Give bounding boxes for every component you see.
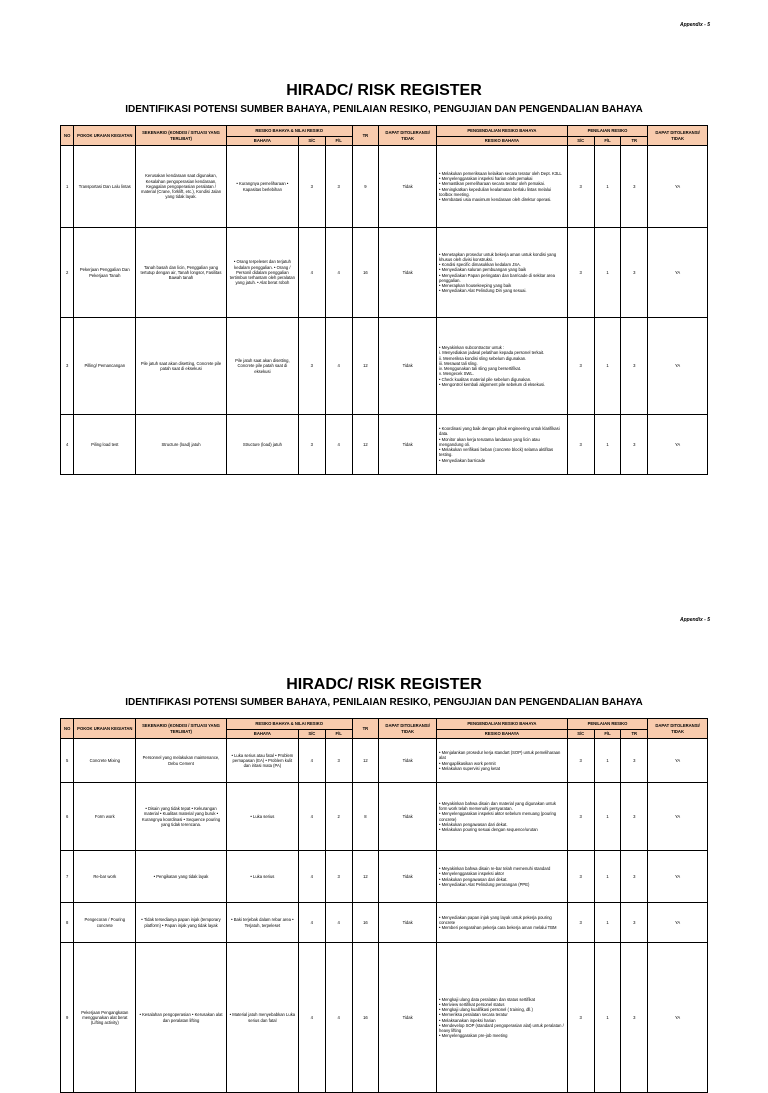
row-ditoleransi-2: YA	[648, 903, 708, 943]
row-bahaya: Structure (load) jatuh	[226, 415, 298, 475]
pengendalian-item: • Mengkaji ulang kualifikasi personel ( training, dll.)	[438, 1007, 533, 1012]
row-ditoleransi-2: YA	[648, 783, 708, 851]
row-sc: 4	[298, 228, 325, 318]
row-sc: 4	[298, 943, 325, 1093]
pengendalian-item: • Melakukan supervisi yang ketat	[438, 765, 501, 771]
row-no: 1	[61, 146, 74, 228]
pengendalian-item: • Kondisi specific dimasukkan kedalam JSA.	[438, 262, 521, 267]
header-penilaian-group: PENILAIAN RESIKO	[567, 719, 647, 730]
pengendalian-item: • Menyediakan Alat Pelindung Diri yang sesuai.	[438, 288, 527, 294]
row-tr-2: 3	[621, 943, 648, 1093]
header-pengendalian-group: PENGENDALIAN RESIKO BAHAYA	[436, 126, 567, 137]
header-fl: F/L	[325, 137, 352, 146]
row-sc: 3	[298, 146, 325, 228]
row-skenario: • Pengikatan yang tidak layak	[136, 851, 227, 903]
row-fl: 2	[325, 783, 352, 851]
row-no: 5	[61, 739, 74, 783]
row-tr: 12	[352, 739, 379, 783]
pengendalian-item: • Memastikan pemeliharaan secara teratur oleh pemakai.	[438, 181, 545, 187]
row-ditoleransi: Tidak	[379, 783, 437, 851]
row-ditoleransi-2: YA	[648, 318, 708, 415]
row-fl-2: 1	[594, 851, 621, 903]
row-bahaya: • Luka serius atau fatal • Problem pernapasan (EA) • Problem kulit dan iritasi mata (PA)	[226, 739, 298, 783]
page-subtitle-2: IDENTIFIKASI POTENSI SUMBER BAHAYA, PENILAIAN RESIKO, PENGUJIAN DAN PENGENDALIAN BAHAYA	[125, 697, 643, 708]
row-sc-2: 3	[567, 146, 594, 228]
row-fl-2: 1	[594, 943, 621, 1093]
row-skenario: • Disain yang tidak tepat • Kekurangan material • Kualitas material yang buruk • Kurangnya koordinasi • Sequence pouring yang tidak terencana.	[136, 783, 227, 851]
pengendalian-item: • Menyediakan Papan peringatan dan barricade di sekitar area penggalian.	[438, 272, 555, 283]
pengendalian-item: • Menerapkan housekeeping yang baik	[438, 283, 512, 288]
row-fl-2: 1	[594, 318, 621, 415]
row-skenario: Structure (load) jatuh	[136, 415, 227, 475]
header-ditoleransi-2: DAPAT DITOLERANSI/ TIDAK	[648, 719, 708, 739]
risk-register-table-2	[60, 718, 708, 1093]
row-pokok: Pekerjaan Penggalian Dan Pekerjaan Tanah	[74, 228, 136, 318]
pengendalian-item: • Menyediakan Alat Pelindung perorangan (PPE)	[438, 881, 530, 887]
row-sc-2: 3	[567, 903, 594, 943]
header-sc-2: S/C	[567, 137, 594, 146]
page-subtitle: IDENTIFIKASI POTENSI SUMBER BAHAYA, PENILAIAN RESIKO, PENGUJIAN DAN PENGENDALIAN BAHAYA	[125, 104, 643, 115]
row-ditoleransi: Tidak	[379, 943, 437, 1093]
row-fl: 3	[325, 146, 352, 228]
table-row	[61, 228, 708, 318]
header-resiko-group: RESIKO BAHAYA & NILAI RESIKO	[226, 126, 352, 137]
row-pengendalian	[436, 903, 567, 943]
row-sc: 3	[298, 415, 325, 475]
row-sc: 3	[298, 318, 325, 415]
row-sc: 4	[298, 783, 325, 851]
pengendalian-item: • Menyelenggarakan inspeksi aktor sebelum menuang (pouring concrete)	[438, 811, 557, 822]
row-ditoleransi: Tidak	[379, 739, 437, 783]
row-fl: 3	[325, 851, 352, 903]
pengendalian-item: iv. Menggunakan tali sling yang bersertifikat.	[438, 366, 522, 371]
row-pokok: Transportasi Dan Lalu lintas	[74, 146, 136, 228]
header-pokok: POKOK URAIAN KEGIATAN	[74, 126, 136, 146]
page-title-2: HIRADC/ RISK REGISTER	[286, 676, 482, 693]
header-no: NO	[61, 719, 74, 739]
table-row	[61, 318, 708, 415]
pengendalian-item: • Memberi pengarahan pekerja cara bekerja aman melalui TBM	[438, 925, 557, 931]
row-skenario: Personnel yang melakukan maintenance, Debu Cement	[136, 739, 227, 783]
header-tr: TR	[352, 719, 379, 739]
table-row	[61, 943, 708, 1093]
row-sc-2: 3	[567, 739, 594, 783]
header-bahaya: BAHAYA	[226, 730, 298, 739]
row-sc: 4	[298, 851, 325, 903]
row-fl: 4	[325, 903, 352, 943]
row-tr-2: 3	[621, 415, 648, 475]
row-sc-2: 3	[567, 228, 594, 318]
row-tr-2: 3	[621, 146, 648, 228]
row-bahaya: • Luka serius	[226, 851, 298, 903]
page-title: HIRADC/ RISK REGISTER	[286, 82, 482, 99]
header-ditoleransi: DAPAT DITOLERANSI/ TIDAK	[379, 126, 437, 146]
header-sc: S/C	[298, 730, 325, 739]
row-skenario: • Tidak tersedianya papan injak (temporary platform) • Papan injak yang tidak layak	[136, 903, 227, 943]
row-fl-2: 1	[594, 415, 621, 475]
row-no: 7	[61, 851, 74, 903]
row-tr-2: 3	[621, 851, 648, 903]
row-no: 4	[61, 415, 74, 475]
row-sc-2: 3	[567, 415, 594, 475]
pengendalian-item: • Melakukan pemeriksaan kelaikan secara teratur oleh Dept. K3LL	[438, 170, 562, 176]
row-pengendalian	[436, 851, 567, 903]
row-ditoleransi-2: YA	[648, 739, 708, 783]
appendix-label: Appendix - 5	[679, 22, 710, 28]
row-tr: 16	[352, 228, 379, 318]
row-skenario: • Kesalahan pengoperasian • Kerusakan alat dan peralatan lifting	[136, 943, 227, 1093]
header-resiko-bahaya: RESIKO BAHAYA	[436, 137, 567, 146]
header-skenario: SEKENARIO (KONDISI / SITUASI YANG TERLIBAT)	[136, 719, 227, 739]
row-ditoleransi-2: YA	[648, 146, 708, 228]
pengendalian-item: v. Mengecek SWL.	[438, 371, 474, 377]
row-sc-2: 3	[567, 783, 594, 851]
row-sc-2: 3	[567, 943, 594, 1093]
pengendalian-item: • Menyelenggarakan pre-job meeting	[438, 1033, 508, 1039]
header-fl-2: F/L	[594, 730, 621, 739]
pengendalian-item: • Menjalankan prosedur kerja standart (SOP) untuk pemeliharaan alat	[438, 750, 561, 761]
row-no: 9	[61, 943, 74, 1093]
pengendalian-item: • Melakukan verifikasi beban (concrete block) selama aktifitas testing.	[438, 447, 554, 458]
row-bahaya: • Luka serius	[226, 783, 298, 851]
pengendalian-item: • Melakukan pengawasan dari dekat.	[438, 876, 508, 882]
pengendalian-item: • Menyediakan papan injak yang layak untuk pekerja pouring concrete	[438, 914, 552, 925]
row-ditoleransi-2: YA	[648, 415, 708, 475]
row-ditoleransi-2: YA	[648, 228, 708, 318]
row-skenario: Kerusakan kendaraan saat digunakan, Kesalahan pengoperasian kendaraan, Kegagalan pengoperasian peralatan / material (Crane, forklift, etc.), Kondisi Jalan yang tidak layak.	[136, 146, 227, 228]
header-resiko-group: RESIKO BAHAYA & NILAI RESIKO	[226, 719, 352, 730]
pengendalian-item: • Menyelenggarakan inspeksi aktor	[438, 871, 504, 877]
row-fl-2: 1	[594, 783, 621, 851]
risk-register-table-1	[60, 125, 708, 475]
row-pengendalian	[436, 943, 567, 1093]
header-fl: F/L	[325, 730, 352, 739]
row-bahaya: • Orang terpeleset dan terjatuh kedalam penggalian. • Orang / Personil didalam penggalian tertimbun terhantam oleh peralatan yang jatuh. • Alat berat roboh	[226, 228, 298, 318]
pengendalian-item: • Menyediakan saluran pembuangan yang baik	[438, 267, 527, 273]
row-bahaya: Pile jatuh saat akan disetting, Concrete pile patah saat di eksekusi	[226, 318, 298, 415]
row-pengendalian	[436, 783, 567, 851]
pengendalian-item: • Melakukan pouring sesuai dengan sequence/urutan	[438, 827, 538, 832]
table-row	[61, 146, 708, 228]
row-pokok: Concrete Mixing	[74, 739, 136, 783]
row-tr-2: 3	[621, 318, 648, 415]
row-fl: 3	[325, 739, 352, 783]
pengendalian-item: • Melakukan pengawasan dari dekat.	[438, 821, 508, 827]
row-sc: 4	[298, 903, 325, 943]
row-ditoleransi: Tidak	[379, 851, 437, 903]
row-fl-2: 1	[594, 903, 621, 943]
row-tr-2: 3	[621, 739, 648, 783]
row-no: 8	[61, 903, 74, 943]
row-skenario: Tanah basah dan licin, Penggalian yang tertutup dengan air, Tanah longsor, Fasilitas Bawah tanah	[136, 228, 227, 318]
row-no: 2	[61, 228, 74, 318]
row-bahaya: • Kurangnya pemeliharaan • Kapasitas berlebihan	[226, 146, 298, 228]
row-no: 6	[61, 783, 74, 851]
row-tr: 9	[352, 146, 379, 228]
row-ditoleransi: Tidak	[379, 228, 437, 318]
row-sc: 4	[298, 739, 325, 783]
header-tr-2: TR	[621, 730, 648, 739]
table-row	[61, 415, 708, 475]
pengendalian-item: i. Menyediakan jadwal pelatihan kepada personel terkait.	[438, 350, 545, 356]
pengendalian-item: • Mendevelop SOP (standard pengoperasian alat) untuk peralatan / heavy lifting	[438, 1022, 564, 1033]
header-tr: TR	[352, 126, 379, 146]
table-row	[61, 783, 708, 851]
pengendalian-item: • Membatasi usia maximum kendaraan oleh direktur operasi.	[438, 197, 552, 202]
row-tr: 16	[352, 903, 379, 943]
row-no: 3	[61, 318, 74, 415]
row-sc-2: 3	[567, 318, 594, 415]
row-fl-2: 1	[594, 146, 621, 228]
row-pokok: Re-bar work	[74, 851, 136, 903]
header-resiko-bahaya: RESIKO BAHAYA	[436, 730, 567, 739]
row-tr: 12	[352, 851, 379, 903]
row-ditoleransi-2: YA	[648, 851, 708, 903]
pengendalian-item: ii. Memeriksa kondisi sling sebelum digunakan.	[438, 355, 527, 361]
row-ditoleransi: Tidak	[379, 903, 437, 943]
pengendalian-item: • Mengontrol kembali alignment pile sebelum di eksekusi.	[438, 381, 546, 387]
row-pokok: Pengecoran / Pouring concrete	[74, 903, 136, 943]
header-sc: S/C	[298, 137, 325, 146]
row-tr: 8	[352, 783, 379, 851]
row-pengendalian	[436, 318, 567, 415]
pengendalian-item: • Meyakinkan subcontractor untuk :	[438, 345, 505, 350]
row-pengendalian	[436, 146, 567, 228]
row-tr-2: 3	[621, 228, 648, 318]
row-tr: 12	[352, 318, 379, 415]
pengendalian-item: • Meyakinkan bahwa disain dan material yang digunakan untuk form work telah memenuhi persyaratan.	[438, 800, 556, 811]
row-ditoleransi: Tidak	[379, 415, 437, 475]
row-fl: 4	[325, 415, 352, 475]
row-ditoleransi-2: YA	[648, 943, 708, 1093]
header-tr-2: TR	[621, 137, 648, 146]
pengendalian-item: • Koordinasi yang baik dengan pihak engineering untuk klarifikasi data.	[438, 426, 560, 437]
row-tr-2: 3	[621, 903, 648, 943]
pengendalian-item: • Mengaplikasikan work permit	[438, 760, 496, 766]
pengendalian-item: • Meyakinkan bahwa disain re-bar telah memenuhi standard	[438, 866, 551, 871]
header-skenario: SEKENARIO (KONDISI / SITUASI YANG TERLIBAT)	[136, 126, 227, 146]
row-pengendalian	[436, 739, 567, 783]
header-pokok: POKOK URAIAN KEGIATAN	[74, 719, 136, 739]
row-pokok: Pilling/ Pemancangan	[74, 318, 136, 415]
header-no: NO	[61, 126, 74, 146]
header-bahaya: BAHAYA	[226, 137, 298, 146]
row-pengendalian	[436, 228, 567, 318]
row-fl-2: 1	[594, 228, 621, 318]
pengendalian-item: • Memeriksa peralatan secara teratur	[438, 1012, 508, 1018]
header-pengendalian-group: PENGENDALIAN RESIKO BAHAYA	[436, 719, 567, 730]
row-tr: 12	[352, 415, 379, 475]
table-row	[61, 851, 708, 903]
row-tr-2: 3	[621, 783, 648, 851]
row-fl: 4	[325, 318, 352, 415]
pengendalian-item: • Monitor akan kerja terutama landasan yang licin atau mengandung oli.	[438, 436, 540, 447]
row-sc-2: 3	[567, 851, 594, 903]
row-ditoleransi: Tidak	[379, 146, 437, 228]
pengendalian-item: • Mengkaji ulang data peralatan dan status sertifikat	[438, 996, 535, 1002]
row-tr: 16	[352, 943, 379, 1093]
row-pengendalian	[436, 415, 567, 475]
pengendalian-item: • Melaksanakan inpeksi harian	[438, 1017, 496, 1023]
appendix-label-2: Appendix - 5	[679, 617, 710, 623]
row-fl-2: 1	[594, 739, 621, 783]
pengendalian-item: • Menyediakan barricade	[438, 457, 486, 463]
table-row	[61, 903, 708, 943]
pengendalian-item: • Meningkatkan kepedulian kealamatan berlalu lintas melalui toolbox meeting.	[438, 186, 552, 197]
pengendalian-item: • Check kualitas material pile sebelum digunakan.	[438, 376, 532, 382]
pengendalian-item: • Menetapkan prosedur untuk bekerja aman untuk kondisi yang khusus oleh divisi konstruksi.	[438, 251, 557, 262]
row-skenario: Pile jatuh saat akan disetting, Concrete pile patah saat di eksekusi	[136, 318, 227, 415]
header-ditoleransi-2: DAPAT DITOLERANSI/ TIDAK	[648, 126, 708, 146]
pengendalian-item: • Meriview sertifikat personel status	[438, 1001, 505, 1007]
header-fl-2: F/L	[594, 137, 621, 146]
pengendalian-item: • Menyelenggarakan inspeksi harian oleh pemakai	[438, 176, 533, 181]
table-row	[61, 739, 708, 783]
row-bahaya: • Baki terjebak dalam rebar area • Terjatuh, terpeleset	[226, 903, 298, 943]
row-fl: 4	[325, 943, 352, 1093]
row-bahaya: • Material jatuh menyebabkan Luka serius dan fatal	[226, 943, 298, 1093]
row-pokok: Form work	[74, 783, 136, 851]
row-pokok: Pekerjaan Pengangkatan menggunakan alat berat (Lifting activity)	[74, 943, 136, 1093]
row-ditoleransi: Tidak	[379, 318, 437, 415]
header-ditoleransi: DAPAT DITOLERANSI/ TIDAK	[379, 719, 437, 739]
row-pokok: Piling load test	[74, 415, 136, 475]
header-penilaian-group: PENILAIAN RESIKO	[567, 126, 647, 137]
pengendalian-item: iii. Merawat tali sling.	[438, 360, 478, 366]
row-fl: 4	[325, 228, 352, 318]
header-sc-2: S/C	[567, 730, 594, 739]
